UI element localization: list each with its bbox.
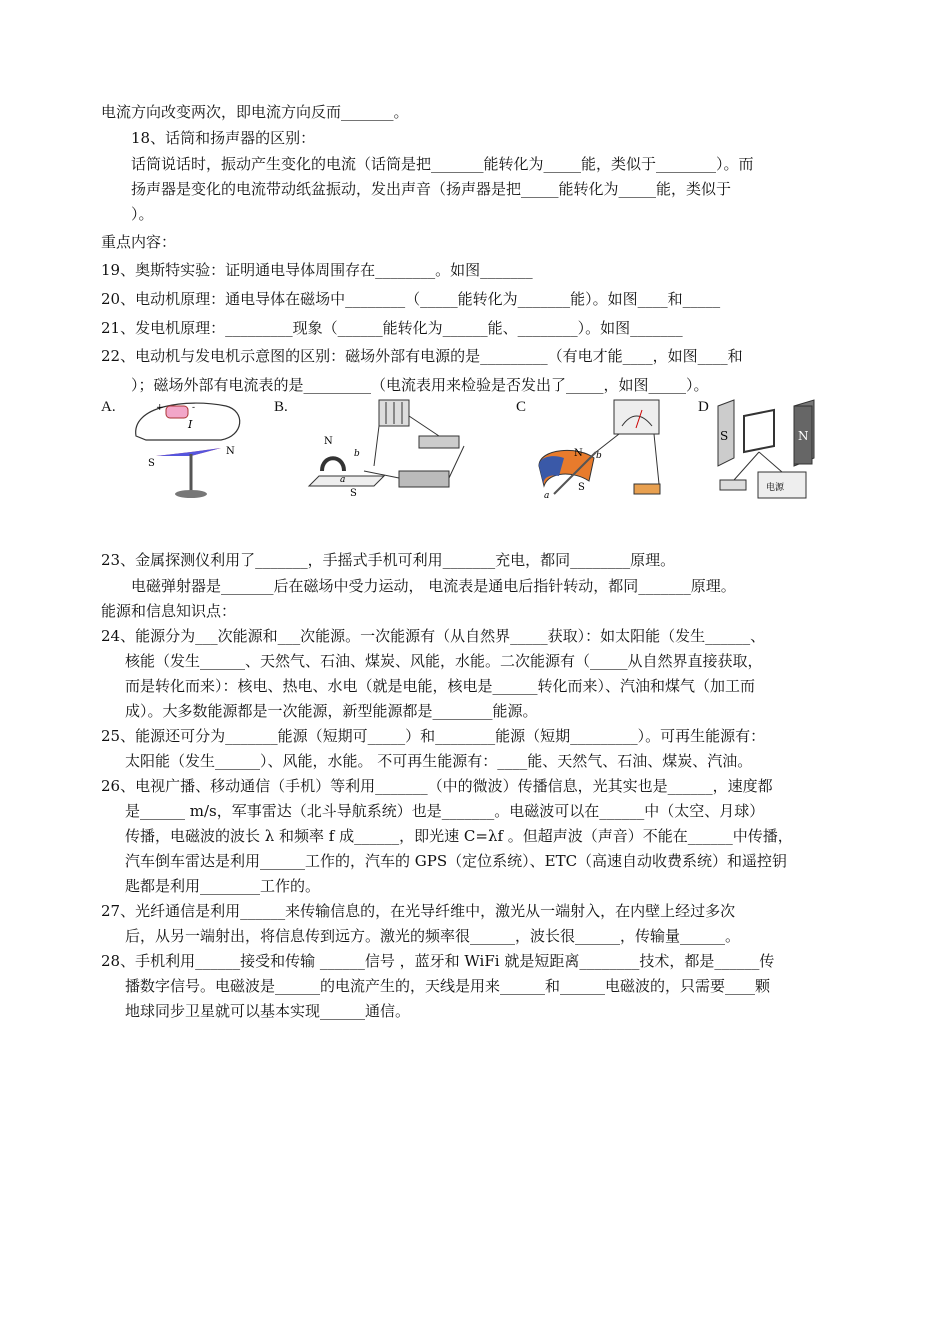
text-line: 18、话筒和扬声器的区别： bbox=[131, 129, 316, 147]
north-label: N bbox=[798, 429, 809, 443]
figure-a-label: A. bbox=[101, 399, 116, 415]
text-line: 后，从另一端射出，将信息传到远方。激光的频率很______，波长很______，传输量______。 bbox=[125, 927, 741, 945]
text-line: 成）。大多数能源都是一次能源，新型能源都是________能源。 bbox=[125, 702, 538, 720]
svg-text:+: + bbox=[156, 403, 164, 413]
text-line: 地球同步卫星就可以基本实现______通信。 bbox=[125, 1002, 411, 1020]
section-heading: 重点内容： bbox=[101, 233, 177, 251]
text-line: 24、能源分为___次能源和___次能源。一次能源有（从自然界_____获取）：如太阳能（发生______、 bbox=[101, 627, 766, 645]
text-line: 电流方向改变两次，即电流方向反而_______。 bbox=[101, 103, 409, 121]
point-b-label: b bbox=[596, 451, 602, 461]
text-line: 而是转化而来）：核电、热电、水电（就是电能，核电是______转化而来）、汽油和煤气（加工而 bbox=[125, 677, 756, 695]
point-a-label: a bbox=[544, 491, 550, 500]
figure-a-oersted bbox=[126, 396, 246, 500]
figure-d-label: D bbox=[698, 399, 709, 415]
north-label: N bbox=[324, 436, 333, 447]
text-line: 匙都是利用________工作的。 bbox=[125, 877, 321, 895]
power-source-label: 电源 bbox=[766, 483, 785, 493]
section-heading: 能源和信息知识点： bbox=[101, 602, 237, 620]
current-label: I bbox=[188, 418, 193, 431]
text-line: 核能（发生______、天然气、石油、煤炭、风能，水能。二次能源有（_____从自然界直接获取， bbox=[125, 652, 763, 670]
south-label: S bbox=[578, 482, 585, 493]
text-line: 26、电视广播、移动通信（手机）等利用_______（中的微波）传播信息，光其实也是______，速度都 bbox=[101, 777, 773, 795]
text-line: ）；磁场外部有电流表的是_________（电流表用来检验是否发出了_____，如图_____）。 bbox=[131, 376, 709, 394]
svg-text:-: - bbox=[192, 403, 196, 413]
text-line: 电磁弹射器是_______后在磁场中受力运动， 电流表是通电后指针转动，都同_______原理。 bbox=[131, 577, 736, 595]
text-line: 25、能源还可分为_______能源（短期可_____）和________能源（短期_________）。可再生能源有： bbox=[101, 727, 766, 745]
text-line: 21、发电机原理：_________现象（______能转化为______能、________）。如图_______ bbox=[101, 319, 683, 337]
text-line: 27、光纤通信是利用______来传输信息的，在光导纤维中，激光从一端射入，在内壁上经过多次 bbox=[101, 902, 736, 920]
north-label: N bbox=[226, 446, 235, 457]
figure-b-apparatus bbox=[304, 396, 474, 500]
text-line: 话筒说话时，振动产生变化的电流（话筒是把_______能转化为_____能，类似于________）。而 bbox=[131, 155, 754, 173]
figure-d-motor bbox=[714, 396, 834, 502]
text-line: 汽车倒车雷达是利用______工作的，汽车的 GPS（定位系统）、ETC（高速自动收费系统）和遥控钥 bbox=[125, 852, 788, 870]
text-line: ）。 bbox=[131, 205, 154, 223]
text-line: 传播，电磁波的波长 λ 和频率 f 成______，即光速 C=λf 。但超声波（声音）不能在______中传播， bbox=[125, 827, 793, 845]
text-line: 20、电动机原理：通电导体在磁场中________（_____能转化为_______能）。如图____和_____ bbox=[101, 290, 721, 308]
text-line: 播数字信号。电磁波是______的电流产生的，天线是用来______和______电磁波的，只需要____颗 bbox=[125, 977, 771, 995]
figure-b-label: B. bbox=[274, 399, 288, 415]
text-line: 28、手机利用______接受和传输 ______信号 ，蓝牙和 WiFi 就是短距离________技术，都是______传 bbox=[101, 952, 775, 970]
point-b-label: b bbox=[354, 449, 360, 459]
south-label: S bbox=[350, 488, 357, 499]
south-label: S bbox=[148, 458, 155, 469]
south-label: S bbox=[720, 429, 729, 443]
text-line: 扬声器是变化的电流带动纸盆振动，发出声音（扬声器是把_____能转化为_____能，类似于 bbox=[131, 180, 732, 198]
text-line: 22、电动机与发电机示意图的区别：磁场外部有电源的是_________（有电才能____，如图____和 bbox=[101, 347, 743, 365]
text-line: 是______ m/s，军事雷达（北斗导航系统）也是_______。电磁波可以在______中（太空、月球） bbox=[125, 802, 765, 820]
figure-c-label: C bbox=[516, 399, 527, 415]
point-a-label: a bbox=[340, 475, 346, 485]
text-line: 太阳能（发生______）、风能，水能。 不可再生能源有：____能、天然气、石油、煤炭、汽油。 bbox=[125, 752, 753, 770]
north-label: N bbox=[574, 448, 583, 459]
text-line: 19、奥斯特实验：证明通电导体周围存在________。如图_______ bbox=[101, 261, 533, 279]
figure-c-apparatus bbox=[534, 396, 674, 500]
text-line: 23、金属探测仪利用了_______，手摇式手机可利用_______充电，都同________原理。 bbox=[101, 551, 676, 569]
